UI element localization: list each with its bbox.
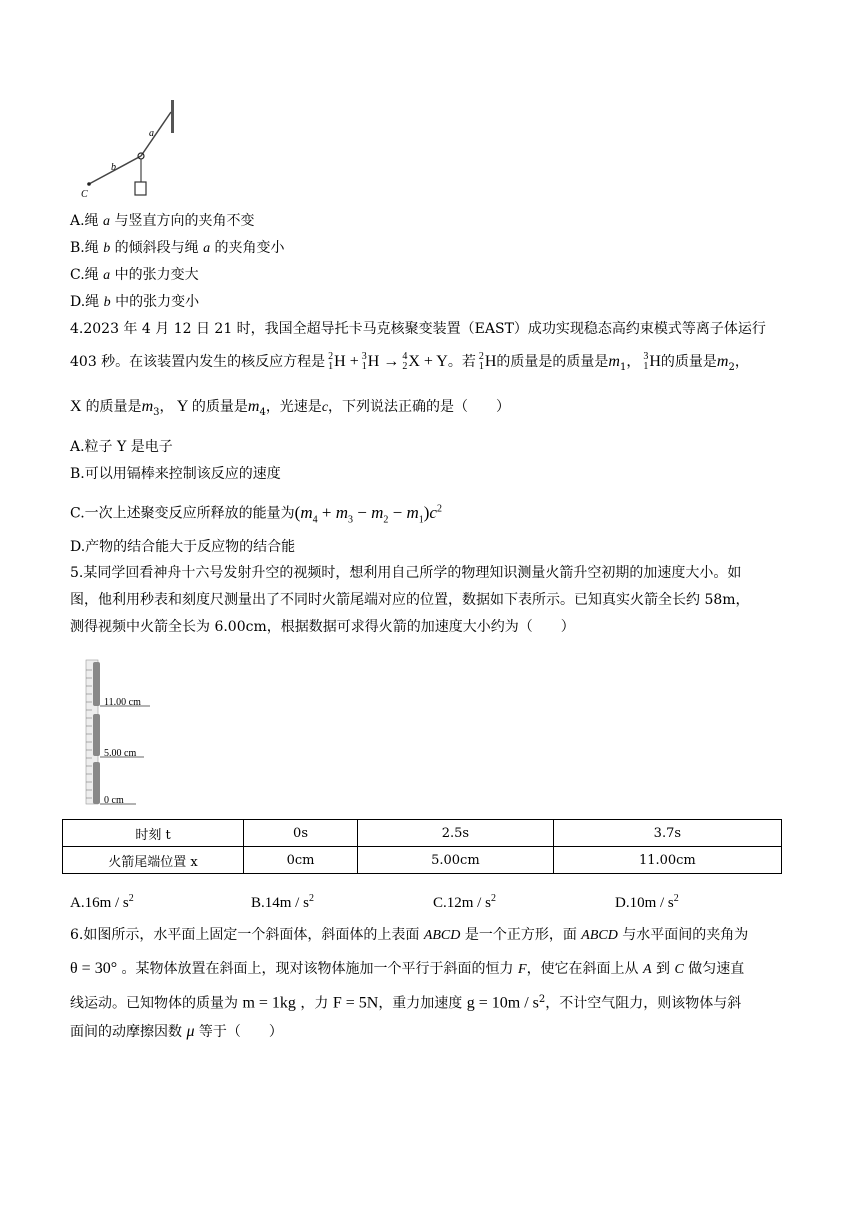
label-0cm: 0 cm	[104, 795, 124, 806]
q6-stem-line1: 6.如图所示，水平面上固定一个斜面体，斜面体的上表面 ABCD 是一个正方形，面 ABCD 与水平面间的夹角为	[70, 927, 749, 943]
energy-formula: $(m_4 + m_3 - m_2 - m_1)c^2$	[294, 502, 442, 526]
q5-option-a: $A.16m / s^2$	[70, 893, 134, 911]
weight-block	[135, 182, 146, 195]
q3-option-a: A.绳 a 与竖直方向的夹角不变	[70, 213, 255, 229]
rope-figure	[78, 98, 188, 200]
q4-stem-line2: 403 秒。在该装置内发生的核反应方程是 2 1 H + 3 1 H → 4 2 X + Y。若 2 1 H的质量是的质量是$m_1$， 3 1 H的质量是$m_2$，	[70, 351, 749, 373]
rope-a	[141, 112, 171, 156]
q4-option-a: A.粒子 Y 是电子	[70, 439, 173, 455]
table-cell: 火箭尾端位置 x	[63, 847, 244, 874]
table-cell: 3.7s	[553, 820, 781, 847]
q4-stem-line3: X 的质量是$m_3$， Y 的质量是$m_4$，光速是c，下列说法正确的是（ ）	[70, 398, 511, 418]
q5-stem-line2: 图，他利用秒表和刻度尺测量出了不同时火箭尾端对应的位置，数据如下表所示。已知真实火箭全长约 58m，	[70, 592, 750, 608]
table-cell: 2.5s	[358, 820, 554, 847]
table-cell: 11.00cm	[553, 847, 781, 874]
rocket-image-2	[93, 714, 100, 756]
label-b: b	[111, 162, 116, 173]
rocket-image-3	[93, 762, 100, 804]
q5-stem-line3: 测得视频中火箭全长为 6.00cm，根据数据可求得火箭的加速度大小约为（ ）	[70, 619, 575, 635]
table-cell: 5.00cm	[358, 847, 554, 874]
q5-option-b: $B.14m / s^2$	[251, 893, 314, 911]
table-row	[63, 847, 782, 874]
q5-option-c: $C.12m / s^2$	[433, 893, 496, 911]
q3-option-c: C.绳 a 中的张力变大	[70, 267, 199, 283]
q4-option-d: D.产物的结合能大于反应物的结合能	[70, 539, 296, 555]
q4-option-b: B.可以用镉棒来控制该反应的速度	[70, 466, 281, 482]
table-cell: 时刻 t	[63, 820, 244, 847]
data-table	[62, 819, 782, 874]
q4-option-c: C.一次上述聚变反应所释放的能量为$(m_4 + m_3 - m_2 - m_1)c^2$	[70, 502, 442, 526]
table-row	[63, 820, 782, 847]
q5-stem-line1: 5.某同学回看神舟十六号发射升空的视频时，想利用自己所学的物理知识测量火箭升空初期的加速度大小。如	[70, 565, 742, 581]
q6-stem-line2: θ = 30° 。某物体放置在斜面上，现对该物体施加一个平行于斜面的恒力 F，使它在斜面上从 A 到 C 做匀速直	[70, 960, 745, 977]
ceiling-wall	[171, 100, 174, 133]
point-c	[87, 182, 91, 186]
q6-stem-line4: 面间的动摩擦因数 μ 等于（ ）	[70, 1023, 283, 1040]
table-cell: 0s	[244, 820, 358, 847]
q3-option-b: B.绳 b 的倾斜段与绳 a 的夹角变小	[70, 240, 285, 256]
reaction-equation: 2 1 H + 3 1 H → 4 2 X + Y	[328, 351, 448, 373]
table-cell: 0cm	[244, 847, 358, 874]
rocket-image-1	[93, 662, 100, 706]
q3-option-d: D.绳 b 中的张力变小	[70, 294, 200, 310]
q4-stem-line1: 4.2023 年 4 月 12 日 21 时，我国全超导托卡马克核聚变装置（EAST）成功实现稳态高约束模式等离子体运行	[70, 321, 766, 337]
q6-stem-line3: 线运动。已知物体的质量为 m = 1kg ，力 F = 5N，重力加速度 $g = 10m / s^2$，不计空气阻力，则该物体与斜	[70, 994, 742, 1012]
q5-option-d: $D.10m / s^2$	[615, 893, 679, 911]
label-11cm: 11.00 cm	[104, 697, 141, 708]
label-a: a	[149, 128, 154, 139]
rocket-figure	[72, 654, 162, 806]
label-5cm: 5.00 cm	[104, 748, 137, 759]
label-c: C	[81, 189, 88, 200]
